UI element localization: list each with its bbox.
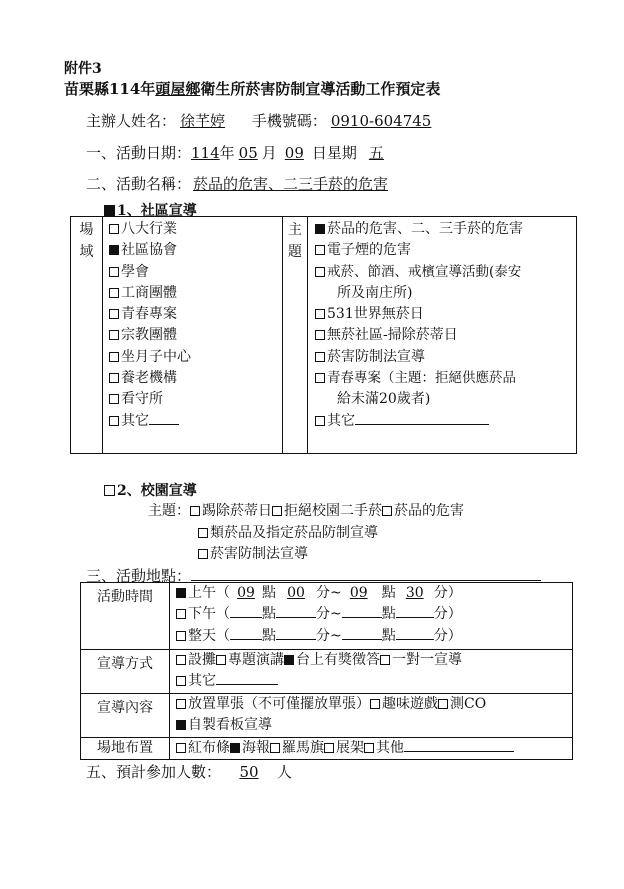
topic-option-cont: 給未滿20歲者)	[337, 391, 431, 408]
document-title	[64, 78, 440, 99]
venue-checkbox[interactable]	[109, 394, 119, 404]
paren: ）	[447, 585, 462, 601]
unit: 點	[262, 627, 276, 644]
method-text: 其它	[188, 673, 216, 690]
content-option[interactable]	[438, 696, 486, 712]
time-slot-label: 整天	[188, 627, 216, 644]
topic-option[interactable]	[315, 347, 576, 368]
method-text: 台上有獎徵答	[296, 652, 380, 668]
participants-line	[86, 761, 292, 782]
time-slot-label: 上午	[188, 585, 216, 601]
school-topic-text: 踢除菸蒂日	[202, 503, 272, 519]
venue-list	[103, 217, 283, 454]
method-label-cell	[81, 650, 170, 694]
topic-checkbox[interactable]	[315, 245, 325, 255]
date-year[interactable]: 114	[191, 144, 220, 162]
section2-heading	[104, 480, 197, 500]
unit: 分	[433, 585, 448, 601]
venue-option[interactable]	[109, 240, 282, 261]
venue-text: 看守所	[121, 391, 163, 408]
content-text: 自製看板宣導	[188, 717, 272, 734]
activity-name-line	[86, 173, 420, 194]
layout-label: 場地布置	[97, 740, 153, 756]
organizer-phone-value[interactable]: 0910-604745	[330, 112, 432, 130]
venue-text: 坐月子中心	[121, 348, 191, 365]
content-option[interactable]	[370, 696, 438, 712]
topic-checkbox[interactable]	[315, 224, 325, 234]
layout-checkbox[interactable]	[176, 743, 186, 753]
venue-option-other[interactable]	[109, 411, 282, 432]
unit: 分	[316, 585, 330, 601]
venue-label-2: 域	[79, 244, 94, 260]
activity-name-label: 二、活動名稱：	[86, 175, 192, 193]
start-hour[interactable]	[230, 604, 262, 618]
content-label: 宣導內容	[97, 700, 153, 716]
layout-text: 羅馬旗	[282, 740, 324, 756]
topic-label-1: 主	[288, 222, 302, 238]
date-month[interactable]: 05	[238, 144, 258, 162]
section2-checkbox[interactable]	[104, 485, 115, 496]
school-topic-option[interactable]	[198, 522, 378, 542]
layout-text: 海報	[242, 740, 270, 756]
method-checkbox[interactable]	[380, 655, 390, 665]
venue-checkbox[interactable]	[109, 309, 119, 319]
participants-value[interactable]: 50	[239, 763, 259, 781]
organizer-name-label: 主辦人姓名：	[86, 112, 177, 130]
topic-text: 菸品的危害、二、三手菸的危害	[327, 221, 523, 237]
time-slot-checkbox[interactable]	[176, 631, 186, 641]
venue-option[interactable]	[109, 368, 282, 389]
topic-option[interactable]	[315, 240, 576, 261]
time-slot-morning[interactable]	[176, 583, 572, 604]
topic-text: 其它	[327, 412, 355, 429]
title-township: 頭屋鄉	[155, 80, 201, 98]
unit: 點	[381, 627, 396, 644]
layout-option[interactable]	[364, 740, 404, 756]
venue-checkbox[interactable]	[109, 352, 119, 362]
layout-other-blank[interactable]	[404, 738, 514, 752]
attachment-label: 附件3	[64, 61, 102, 77]
method-option[interactable]	[216, 652, 284, 668]
paren: ）	[447, 606, 462, 623]
topic-text: 戒菸、節酒、戒檳宣導活動(泰安	[327, 263, 522, 280]
venue-checkbox[interactable]	[109, 245, 119, 255]
layout-text: 展架	[336, 740, 364, 756]
content-checkbox[interactable]	[176, 699, 186, 709]
venue-option[interactable]	[109, 389, 282, 410]
topic-list	[308, 217, 577, 454]
start-minute[interactable]	[276, 626, 316, 640]
layout-checkbox[interactable]	[270, 743, 280, 753]
layout-label-cell	[81, 738, 170, 760]
topic-other-blank[interactable]	[355, 411, 489, 425]
date-weekday[interactable]: 五	[368, 144, 384, 162]
school-topic-checkbox[interactable]	[190, 506, 200, 516]
topic-checkbox[interactable]	[315, 352, 325, 362]
tilde: ~	[330, 627, 342, 644]
layout-cell	[170, 738, 573, 760]
topic-checkbox[interactable]	[315, 416, 325, 426]
content-label-cell	[81, 694, 170, 738]
school-topic-option[interactable]	[198, 543, 308, 563]
content-option[interactable]	[176, 715, 572, 736]
title-suffix: 衛生所菸害防制宣導活動工作預定表	[200, 80, 441, 98]
unit: 點	[262, 606, 276, 623]
activity-name-value[interactable]: 菸品的危害、二三手菸的危害	[193, 175, 389, 193]
method-option[interactable]	[176, 652, 216, 668]
school-topic-checkbox[interactable]	[382, 506, 392, 516]
content-option[interactable]	[176, 696, 370, 712]
content-checkbox[interactable]	[438, 699, 448, 709]
start-minute[interactable]	[276, 604, 316, 618]
section2-label: 2、校園宣導	[117, 483, 197, 499]
organizer-phone-label: 手機號碼：	[251, 112, 327, 130]
topic-label-2: 題	[288, 244, 302, 260]
time-label: 活動時間	[97, 589, 153, 605]
date-label: 一、活動日期：	[86, 144, 192, 162]
venue-checkbox[interactable]	[109, 330, 119, 340]
start-hour[interactable]	[230, 626, 262, 640]
details-table	[80, 582, 573, 760]
time-label-cell	[81, 583, 170, 650]
method-text: 專題演講	[228, 652, 284, 668]
date-day[interactable]: 09	[284, 144, 304, 162]
venue-text: 宗教團體	[121, 327, 177, 344]
method-checkbox[interactable]	[176, 676, 186, 686]
unit: 分	[433, 606, 448, 623]
unit: 分	[316, 606, 330, 623]
method-text: 一對一宣導	[392, 652, 462, 668]
venue-text: 其它	[121, 412, 149, 429]
layout-text: 其他	[376, 740, 404, 756]
venue-checkbox[interactable]	[109, 224, 119, 234]
venue-header	[71, 217, 103, 454]
unit: 點	[262, 585, 276, 601]
title-prefix: 苗栗縣114年	[64, 80, 156, 98]
venue-option[interactable]	[109, 283, 282, 304]
venue-option[interactable]	[109, 325, 282, 346]
method-checkbox[interactable]	[284, 655, 294, 665]
content-checkbox[interactable]	[176, 720, 186, 730]
unit: 點	[381, 606, 396, 623]
unit: 點	[381, 585, 396, 601]
school-topic-checkbox[interactable]	[198, 528, 208, 538]
school-topic-checkbox[interactable]	[198, 549, 208, 559]
venue-checkbox[interactable]	[109, 373, 119, 383]
venue-option[interactable]	[109, 262, 282, 283]
venue-option[interactable]	[109, 304, 282, 325]
method-other-blank[interactable]	[216, 671, 278, 685]
content-text: 趣味遊戲	[382, 696, 438, 712]
time-slot-afternoon[interactable]	[176, 604, 572, 625]
topic-option[interactable]	[315, 325, 576, 346]
layout-option[interactable]	[324, 740, 364, 756]
time-slot-checkbox[interactable]	[176, 588, 186, 598]
end-hour[interactable]	[342, 626, 382, 640]
venue-text: 養老機構	[121, 370, 177, 387]
content-text: 放置單張（不可僅擺放單張）	[188, 696, 370, 712]
method-label: 宣導方式	[97, 656, 153, 672]
method-option[interactable]	[380, 652, 462, 668]
content-checkbox[interactable]	[370, 699, 380, 709]
section1-label: 1、社區宣導	[117, 203, 197, 219]
topic-text: 青春專案（主題：拒絕供應菸品	[327, 370, 516, 387]
school-topic-text: 拒絕校園二手菸	[284, 503, 382, 519]
topic-checkbox[interactable]	[315, 267, 325, 277]
school-topic-text: 類菸品及指定菸品防制宣導	[210, 525, 378, 541]
method-text: 設攤	[188, 652, 216, 668]
layout-option[interactable]	[270, 740, 324, 756]
section1-checkbox[interactable]	[104, 205, 115, 216]
layout-options	[176, 738, 572, 758]
organizer-line	[86, 110, 443, 131]
content-text: 測CO	[450, 696, 487, 712]
time-slot-label: 下午	[188, 606, 216, 623]
start-hour[interactable]: 09	[237, 585, 255, 601]
paren: （	[216, 606, 230, 623]
venue-other-blank[interactable]	[149, 411, 179, 425]
date-line	[86, 142, 392, 163]
end-minute[interactable]	[396, 626, 434, 640]
topic-header	[283, 217, 308, 454]
time-slot-checkbox[interactable]	[176, 609, 186, 619]
school-topics-line1	[148, 500, 464, 520]
topic-checkbox[interactable]	[315, 330, 325, 340]
school-topic-checkbox[interactable]	[272, 506, 282, 516]
method-options	[176, 650, 572, 671]
end-hour[interactable]: 09	[349, 585, 368, 601]
layout-option[interactable]	[176, 740, 230, 756]
paren: ）	[447, 627, 462, 644]
venue-checkbox[interactable]	[109, 288, 119, 298]
participants-unit: 人	[277, 763, 293, 781]
topic-option[interactable]	[315, 368, 576, 389]
method-checkbox[interactable]	[176, 655, 186, 665]
content-cell	[170, 694, 573, 738]
venue-label-1: 場	[79, 222, 94, 238]
school-topic-text: 菸害防制法宣導	[210, 546, 308, 562]
layout-option[interactable]	[230, 740, 270, 756]
end-minute[interactable]	[396, 604, 434, 618]
time-slot-allday[interactable]	[176, 626, 572, 647]
layout-text: 紅布條	[188, 740, 230, 756]
topic-option[interactable]	[315, 262, 576, 283]
layout-checkbox[interactable]	[230, 743, 240, 753]
end-hour[interactable]	[342, 604, 382, 618]
venue-text: 學會	[121, 263, 149, 280]
school-topic-option[interactable]	[382, 503, 464, 519]
date-year-unit: 年	[219, 144, 235, 162]
date-day-unit: 日星期	[311, 144, 357, 162]
tilde: ~	[330, 606, 342, 623]
date-month-unit: 月	[261, 144, 277, 162]
school-topic-label: 主題：	[148, 503, 190, 519]
location-label: 三、活動地點：	[86, 567, 192, 585]
participants-label: 五、預計參加人數：	[86, 763, 222, 781]
method-option-other[interactable]	[176, 671, 572, 692]
venue-text: 工商團體	[121, 284, 177, 301]
tilde: ~	[330, 585, 342, 601]
time-cell	[170, 583, 573, 650]
topic-text: 電子煙的危害	[327, 242, 411, 259]
unit: 分	[433, 627, 448, 644]
method-option[interactable]	[284, 652, 380, 668]
layout-checkbox[interactable]	[364, 743, 374, 753]
venue-checkbox[interactable]	[109, 267, 119, 277]
topic-option-cont: 所及南庄所)	[337, 284, 413, 301]
method-checkbox[interactable]	[216, 655, 226, 665]
topic-option[interactable]	[315, 304, 576, 325]
topic-checkbox[interactable]	[315, 309, 325, 319]
topic-text: 菸害防制法宣導	[327, 348, 425, 365]
method-cell	[170, 650, 573, 694]
paren: （	[216, 585, 230, 601]
topic-text: 無菸社區-掃除菸蒂日	[327, 327, 458, 344]
topic-option[interactable]	[315, 219, 576, 240]
venue-text: 八大行業	[121, 221, 177, 237]
venue-text: 社區協會	[121, 242, 177, 259]
location-blank[interactable]	[191, 566, 541, 581]
school-topic-text: 菸品的危害	[394, 503, 464, 519]
venue-checkbox[interactable]	[109, 416, 119, 426]
layout-checkbox[interactable]	[324, 743, 334, 753]
school-topic-option[interactable]	[272, 503, 382, 519]
unit: 分	[316, 627, 330, 644]
organizer-name-value[interactable]: 徐芊婷	[180, 112, 226, 130]
venue-option[interactable]	[109, 219, 282, 240]
content-options	[176, 694, 572, 715]
topic-option-other[interactable]	[315, 411, 576, 432]
end-minute[interactable]: 30	[405, 585, 424, 601]
start-minute[interactable]: 00	[287, 585, 305, 601]
venue-text: 青春專案	[121, 306, 177, 323]
paren: （	[216, 627, 230, 644]
venue-option[interactable]	[109, 347, 282, 368]
school-topic-option[interactable]	[190, 503, 272, 519]
topic-checkbox[interactable]	[315, 373, 325, 383]
community-table	[70, 216, 577, 454]
topic-text: 531世界無菸日	[327, 306, 424, 323]
